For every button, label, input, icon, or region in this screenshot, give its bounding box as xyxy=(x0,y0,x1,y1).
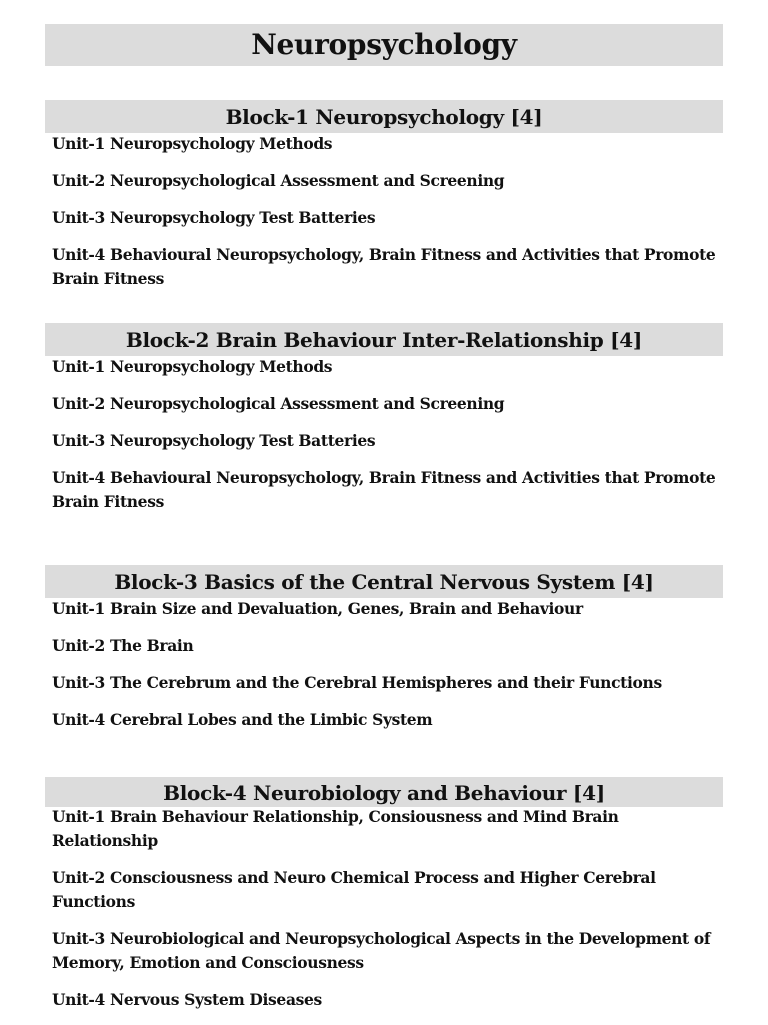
block-3-unit-1: Unit-1 Brain Size and Devaluation, Genes, Brain and Behaviour xyxy=(52,599,583,618)
block-4-unit-2: Unit-2 Consciousness and Neuro Chemical Process and Higher Cerebral Functions xyxy=(52,868,656,911)
block-1-unit-1: Unit-1 Neuropsychology Methods xyxy=(52,134,333,153)
block-1-unit-4: Unit-4 Behavioural Neuropsychology, Brain Fitness and Activities that Promote Brain Fitness xyxy=(52,245,716,288)
block-2-heading: Block-2 Brain Behaviour Inter-Relationship [4] xyxy=(45,323,723,356)
block-4-unit-1: Unit-1 Brain Behaviour Relationship, Consiousness and Mind Brain Relationship xyxy=(52,807,619,850)
block-2-section xyxy=(0,323,768,527)
block-3-section xyxy=(0,565,768,745)
block-3-unit-4: Unit-4 Cerebral Lobes and the Limbic System xyxy=(52,710,433,729)
block-1-heading: Block-1 Neuropsychology [4] xyxy=(45,100,723,133)
block-2-unit-3: Unit-3 Neuropsychology Test Batteries xyxy=(52,431,376,450)
block-4-heading: Block-4 Neurobiology and Behaviour [4] xyxy=(45,777,723,807)
page-title: Neuropsychology xyxy=(45,24,723,66)
block-3-unit-3: Unit-3 The Cerebrum and the Cerebral Hemispheres and their Functions xyxy=(52,673,662,692)
block-4-unit-list xyxy=(0,805,768,1012)
block-1-unit-list xyxy=(0,132,768,291)
block-4-section xyxy=(0,777,768,1025)
block-2-unit-1: Unit-1 Neuropsychology Methods xyxy=(52,357,333,376)
block-4-unit-4: Unit-4 Nervous System Diseases xyxy=(52,990,322,1009)
block-4-unit-3: Unit-3 Neurobiological and Neuropsychological Aspects in the Development of Memory, Emotion and Consciousness xyxy=(52,929,711,972)
block-1-unit-2: Unit-2 Neuropsychological Assessment and Screening xyxy=(52,171,505,190)
block-2-unit-4: Unit-4 Behavioural Neuropsychology, Brain Fitness and Activities that Promote Brain Fitness xyxy=(52,468,716,511)
block-3-unit-2: Unit-2 The Brain xyxy=(52,636,194,655)
block-2-unit-list xyxy=(0,355,768,514)
block-1-section xyxy=(0,100,768,304)
block-2-unit-2: Unit-2 Neuropsychological Assessment and Screening xyxy=(52,394,505,413)
block-3-unit-list xyxy=(0,597,768,732)
block-1-unit-3: Unit-3 Neuropsychology Test Batteries xyxy=(52,208,376,227)
block-3-heading: Block-3 Basics of the Central Nervous System [4] xyxy=(45,565,723,598)
